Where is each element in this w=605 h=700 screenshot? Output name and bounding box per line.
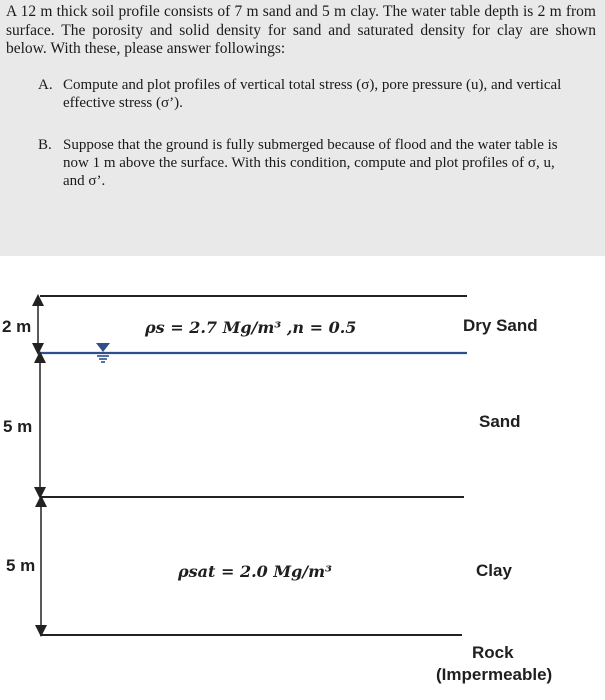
question-a-letter: A. [38, 77, 53, 93]
rock-impermeable-label: (Impermeable) [436, 665, 553, 684]
question-a-text: Compute and plot profiles of vertical total stress (σ), pore pressure (u), and vertical effective stress (σ’). [63, 77, 562, 111]
problem-statement [0, 0, 605, 256]
sand-properties-formula: ρs = 2.7 Mg/m³ ,n = 0.5 [145, 318, 357, 337]
sand-label: Sand [479, 412, 521, 431]
dim-label-5m-clay: 5 m [6, 556, 36, 575]
rock-label: Rock [472, 643, 514, 662]
problem-intro: A 12 m thick soil profile consists of 7 m sand and 5 m clay. The water table depth is 2 m from surface. The porosity and solid density for sand and saturated density for clay are shown below. With these, please answer followings: [6, 3, 596, 57]
question-b-letter: B. [38, 137, 52, 153]
question-b-text: Suppose that the ground is fully submerged because of flood and the water table is now 1 m above the surface. With this condition, compute and plot profiles of σ, u, and σ’. [63, 137, 558, 189]
dim-label-2m: 2 m [2, 317, 32, 336]
dry-sand-label: Dry Sand [463, 316, 538, 335]
clay-label: Clay [476, 561, 512, 580]
clay-properties-formula: ρsat = 2.0 Mg/m³ [178, 562, 333, 581]
dim-label-5m-sand: 5 m [3, 417, 33, 436]
soil-profile-diagram [0, 256, 605, 700]
